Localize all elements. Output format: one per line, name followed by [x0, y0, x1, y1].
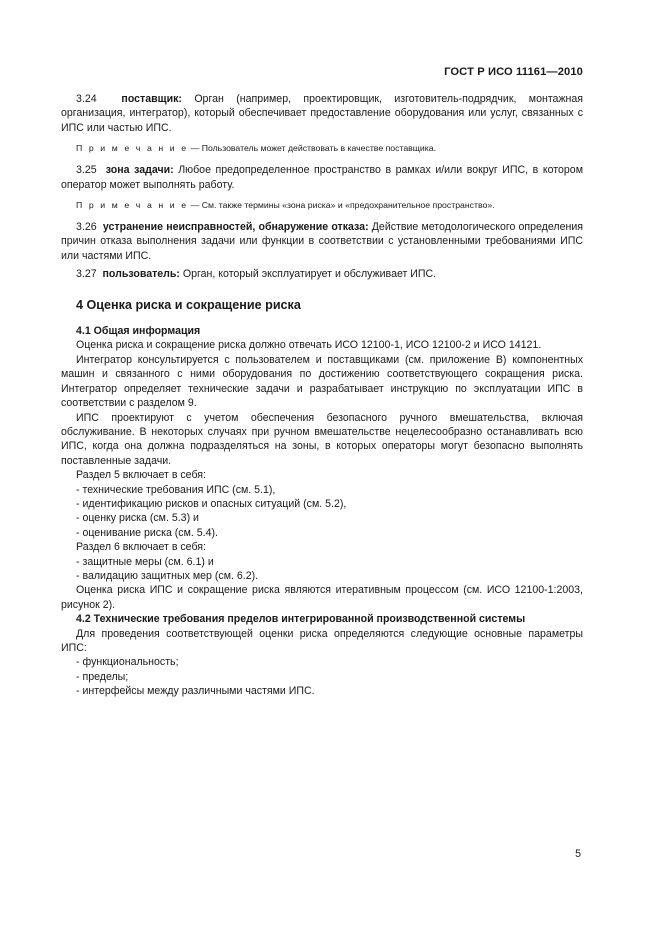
note-label: П р и м е ч а н и е: [76, 143, 189, 154]
definition-number: 3.27: [76, 268, 97, 281]
note-label: П р и м е ч а н и е: [76, 200, 189, 211]
note-text: — См. также термины «зона риска» и «предохранительное пространство».: [188, 200, 495, 211]
definition-number: 3.25: [76, 164, 97, 177]
note-3-24: [61, 142, 583, 154]
paragraph: Интегратор консультируется с пользователем и поставщиками (см. приложение В) компонентных машин и связанного с ними оборудования по достижению соответствующего сокращения риска. Интегратор определяет технические задачи и разрабатывает инструкцию по эксплуатации ИПС в соответствии с разделом 9.: [61, 353, 583, 410]
paragraph: Раздел 6 включает в себя:: [76, 541, 206, 554]
definition-number: 3.26: [76, 221, 97, 234]
definition-text: Любое предопределенное пространство в рамках и/или вокруг ИПС, в котором оператор может выполнять работу.: [61, 164, 583, 191]
note-3-25: [61, 199, 583, 211]
definition-number: 3.24: [76, 93, 97, 105]
definition-term: зона задачи:: [105, 164, 174, 177]
paragraph: Для проведения соответствующей оценки риска определяются следующие основные параметры ИПС:: [61, 627, 583, 654]
definition-3-25: [61, 163, 583, 192]
list-item: - идентификацию рисков и опасных ситуаций (см. 5.2),: [76, 497, 347, 510]
list-item: - интерфейсы между различными частями ИПС.: [76, 685, 315, 698]
list-item: - защитные меры (см. 6.1) и: [76, 555, 214, 568]
definition-text: Орган (например, проектировщик, изготовитель-подрядчик, монтажная организация, интегратор), который обеспечивает предоставление оборудования или услуг, связанных с ИПС или частью ИПС.: [61, 93, 584, 134]
list-item: - валидацию защитных мер (см. 6.2).: [76, 569, 259, 582]
definition-3-27: [61, 267, 583, 281]
definition-term: устранение неисправностей, обнаружение отказа:: [102, 221, 369, 234]
definition-term: поставщик:: [121, 93, 182, 105]
list-item: - пределы;: [76, 670, 129, 683]
subsection-title-4-1: 4.1 Общая информация: [76, 325, 201, 338]
list-item: - оценивание риска (см. 5.4).: [76, 526, 218, 539]
definition-text: Действие методологического определения причин отказа выполнения задачи или функции в соответствии с установленными требованиями ИПС или частями ИПС.: [61, 221, 583, 262]
subsection-title-4-2: 4.2 Технические требования пределов интегрированной производственной системы: [76, 613, 526, 626]
definition-term: пользователь:: [102, 268, 180, 281]
paragraph: Оценка риска ИПС и сокращение риска являются итеративным процессом (см. ИСО 12100-1:2003, рисунок 2).: [61, 584, 583, 611]
note-text: — Пользователь может действовать в качестве поставщика.: [188, 143, 437, 154]
list-item: - технические требования ИПС (см. 5.1),: [76, 483, 276, 496]
paragraph: Оценка риска и сокращение риска должно отвечать ИСО 12100-1, ИСО 12100-2 и ИСО 14121.: [76, 339, 542, 352]
page-content: [61, 92, 583, 699]
paragraph: ИПС проектируют с учетом обеспечения безопасного ручного вмешательства, включая обслуживание. В некоторых случаях при ручном вмешательстве нецелесообразно останавливать всю ИПС, когда она должна подразделяться на зоны, в которых операторы могут безопасно выполнять поставленные задачи.: [61, 411, 583, 467]
paragraph: Раздел 5 включает в себя:: [76, 469, 206, 482]
definition-3-26: [61, 220, 583, 263]
list-item: - оценку риска (см. 5.3) и: [76, 512, 199, 525]
list-item: - функциональность;: [76, 656, 179, 669]
definition-3-24: [61, 92, 583, 135]
page-number: 5: [575, 848, 581, 860]
section-title: 4 Оценка риска и сокращение риска: [76, 297, 301, 312]
document-code: ГОСТ Р ИСО 11161—2010: [444, 66, 583, 78]
definition-text: Орган, который эксплуатирует и обслуживает ИПС.: [179, 268, 437, 281]
